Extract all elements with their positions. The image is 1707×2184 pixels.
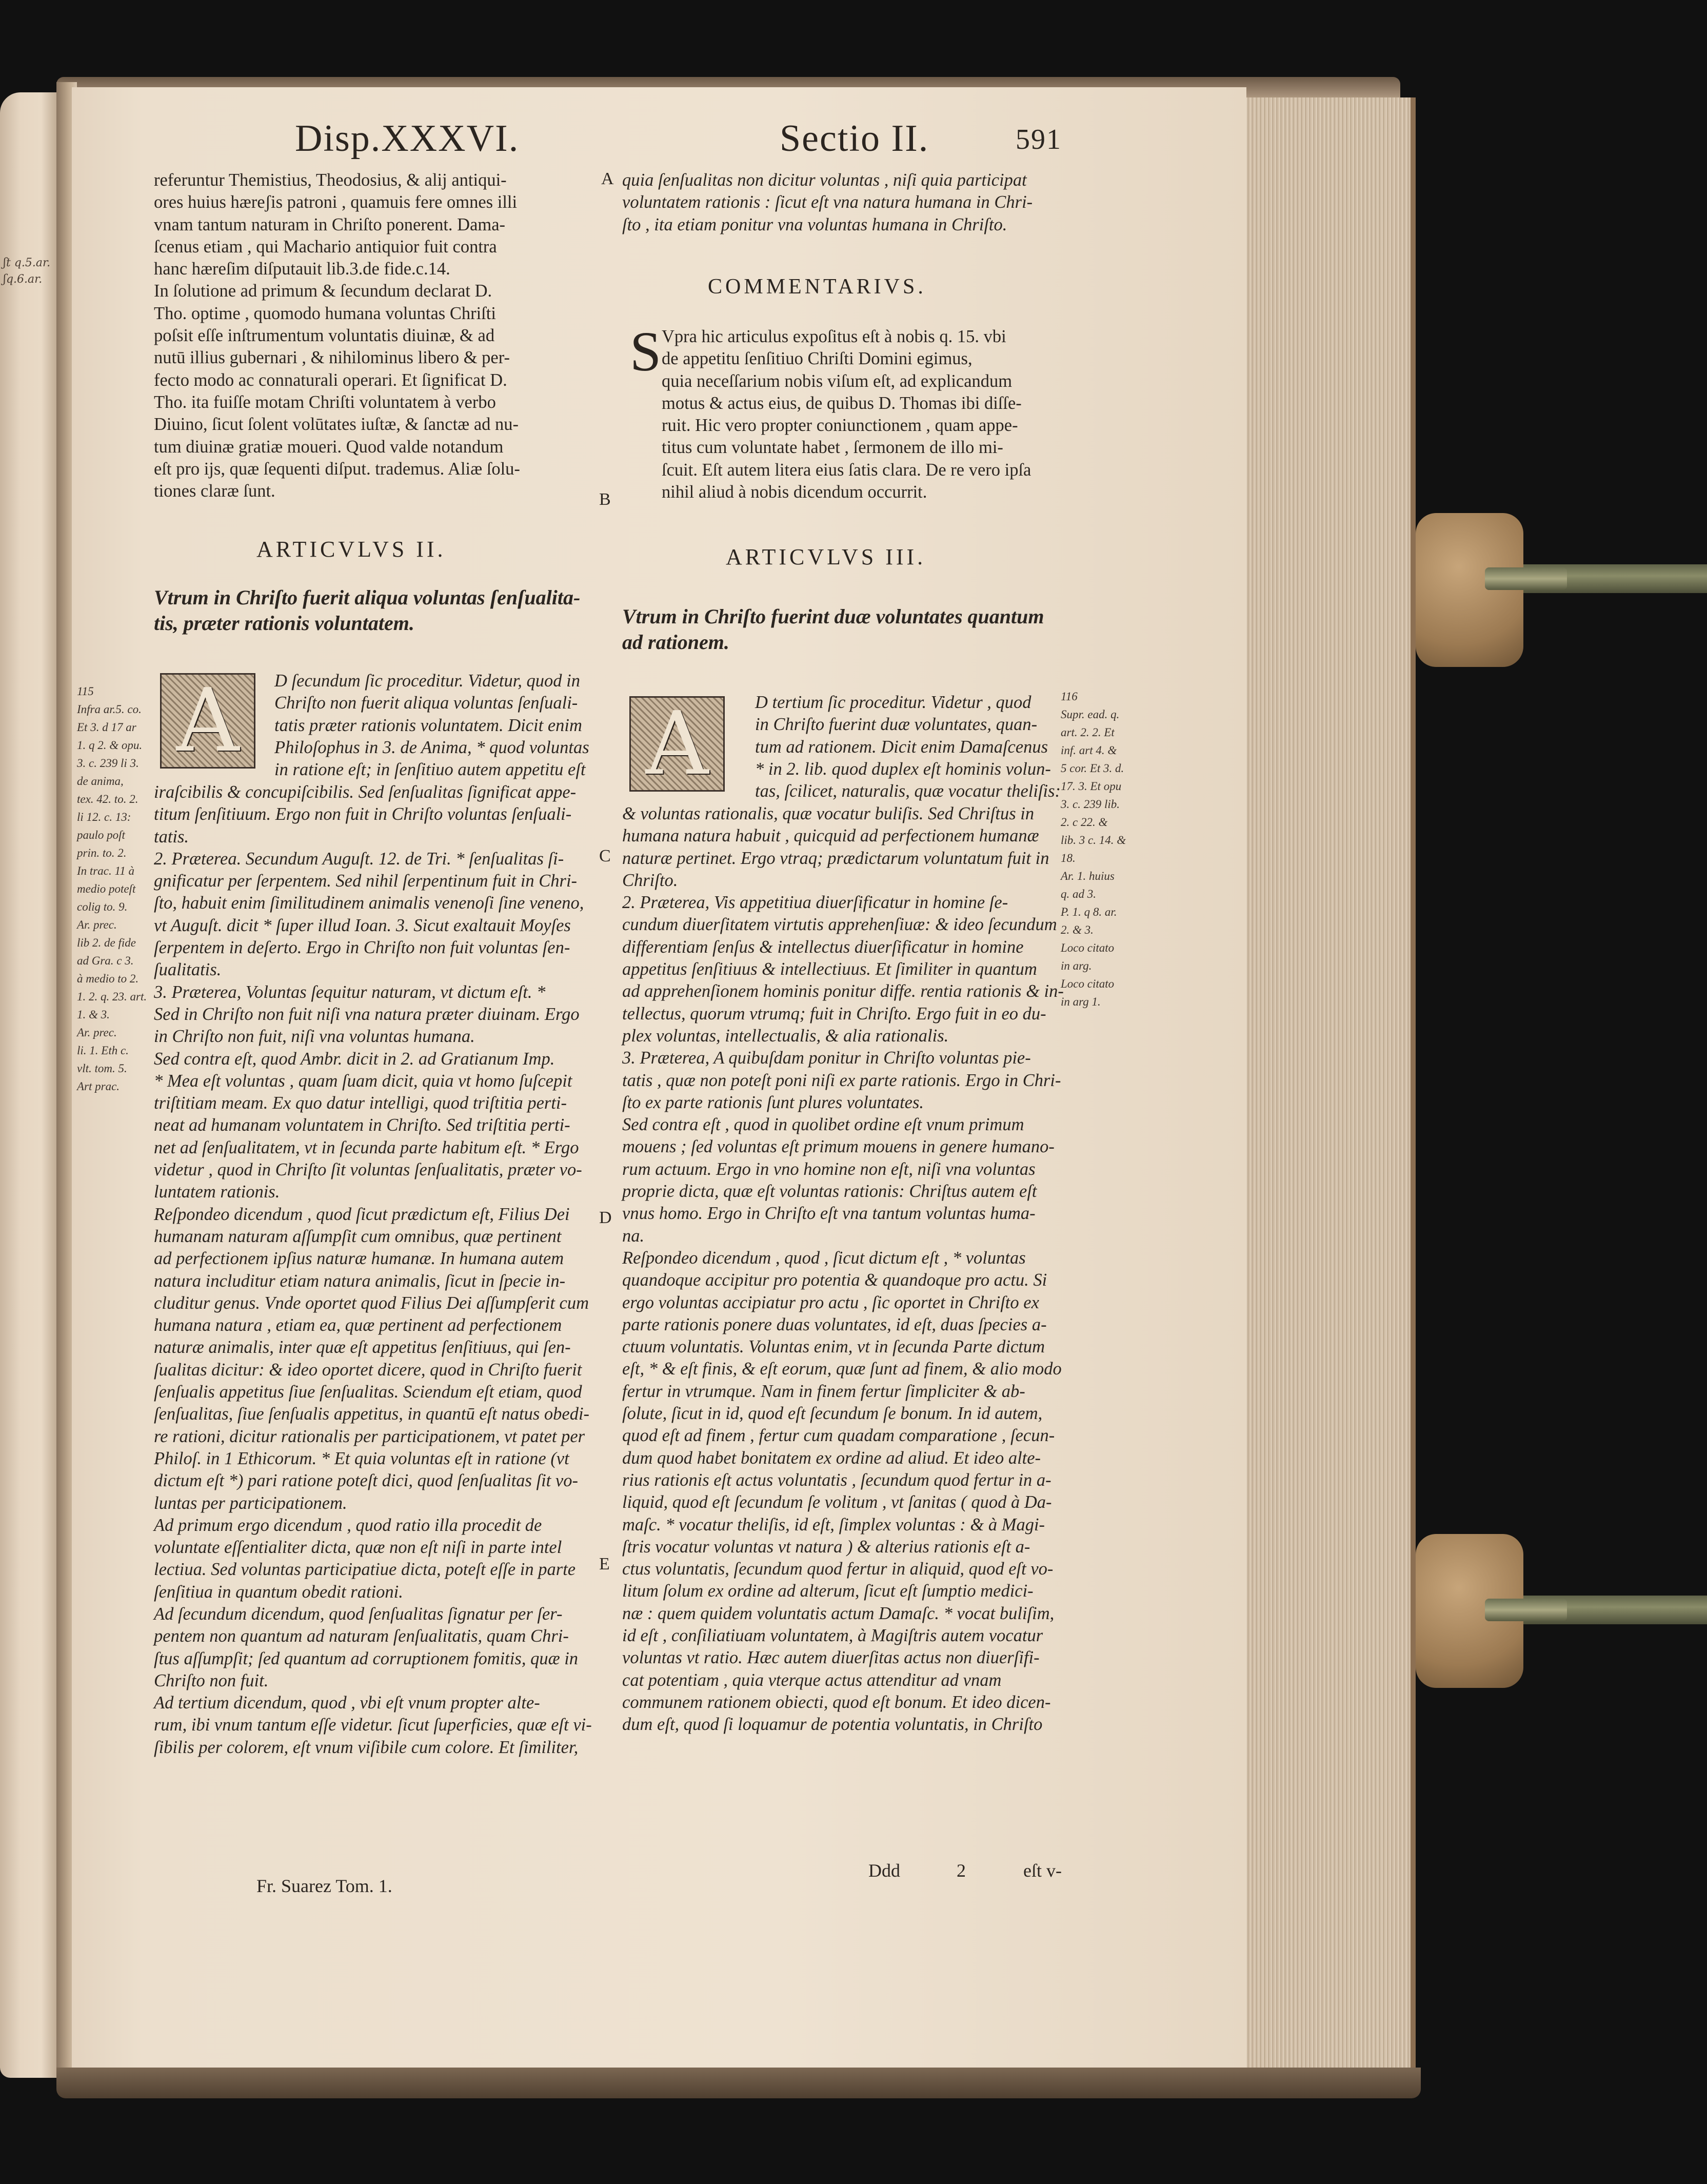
text-line: rum, ibi vnum tantum eſſe videtur. ſicut ſuperficies, quæ eſt vi- xyxy=(154,1715,592,1735)
initial-letter: A xyxy=(176,670,240,772)
initial-letter: A xyxy=(645,693,709,795)
text-line: id eſt , conſiliatiuam voluntatem, à Magiſtris autem vocatur xyxy=(622,1625,1043,1645)
text-line: vnam tantum naturam in Chriſto ponerent. Dama- xyxy=(154,214,506,234)
text-line: ruit. Hic vero propter coniunctionem , quam appe- xyxy=(662,416,1018,436)
section-letter: C xyxy=(599,847,611,865)
left-margin-notes xyxy=(77,682,147,1095)
text-line: ſto , ita etiam ponitur vna voluntas humana in Chriſto. xyxy=(622,214,1007,234)
text-line: Reſpondeo dicendum , quod ſicut prædictum eſt, Filius Dei xyxy=(154,1204,570,1224)
margin-note: inf. art 4. & xyxy=(1061,744,1117,757)
text-line: gnificatur per ſerpentem. Sed nihil ſerpentinum fuit in Chri- xyxy=(154,871,578,891)
text-line: ſibilis per colorem, eſt vnum viſibile cum colore. Et ſimiliter, xyxy=(154,1737,579,1757)
margin-note: Loco citato xyxy=(1061,977,1115,990)
text-line: ſualitas dicitur: & ideo oportet dicere, quod in Chriſto fuerit xyxy=(154,1360,582,1380)
text-line: * in 2. lib. quod duplex eſt hominis volun- xyxy=(755,759,1051,779)
text-line: liquid, quod eſt ſecundum ſe volitum , vt ſanitas ( quod à Da- xyxy=(622,1492,1052,1512)
margin-note: art. 2. 2. Et xyxy=(1061,726,1115,739)
margin-note: 1. & 3. xyxy=(77,1008,110,1021)
text-line: ſenſualis appetitus ſiue ſenſualitas. Sciendum eſt etiam, quod xyxy=(154,1382,582,1402)
margin-note: 116 xyxy=(1061,690,1078,703)
text-line: maſc. * vocatur theliſis, id eſt, ſimplex voluntas : & à Magi- xyxy=(622,1514,1045,1534)
text-line: videtur , quod in Chriſto ſit voluntas ſenſualitatis, præter vo- xyxy=(154,1160,582,1180)
text-line: na. xyxy=(622,1226,645,1246)
text-line: de appetitu ſenſitiuo Chriſti Domini egimus, xyxy=(662,349,972,369)
text-line: Chriſto non fuit. xyxy=(154,1670,269,1690)
text-line: luntatem rationis. xyxy=(154,1182,280,1202)
margin-note: P. 1. q 8. ar. xyxy=(1061,906,1117,918)
text-line: humanam naturam aſſumpſit cum omnibus, quæ pertinent xyxy=(154,1226,562,1246)
margin-note: 18. xyxy=(1061,852,1076,864)
commentary-text xyxy=(662,326,1031,503)
text-line: tatis. xyxy=(154,827,189,847)
section-letter: B xyxy=(599,490,611,509)
margin-note: 2. c 22. & xyxy=(1061,816,1108,829)
text-line: natura includitur etiam natura animalis, ſicut in ſpecie in- xyxy=(154,1271,566,1291)
text-line: næ : quem quidem voluntatis actum Damaſc. * vocat buliſim, xyxy=(622,1603,1055,1623)
text-line: humana natura , etiam ea, quæ pertinent ad perfectionem xyxy=(154,1315,562,1335)
left-column-intro xyxy=(154,169,520,502)
margin-note: 3. c. 239 li 3. xyxy=(77,757,139,770)
text-line: communem rationem obiecti, quod eſt bonum. Et ideo dicen- xyxy=(622,1692,1051,1712)
margin-note: Ar. prec. xyxy=(77,1026,117,1039)
margin-note: 1. q 2. & opu. xyxy=(77,739,143,752)
decorated-initial-a xyxy=(629,693,725,795)
prev-page-margin-note: ʃt q.5.ar. xyxy=(3,257,51,269)
text-line: Ad tertium dicendum, quod , vbi eſt vnum propter alte- xyxy=(154,1693,540,1713)
margin-note: medio poteſt xyxy=(77,882,136,895)
question-line: tis, præter rationis voluntatem. xyxy=(154,612,414,635)
decorated-initial-a xyxy=(160,670,255,772)
text-line: voluntate eſſentialiter dicta, quæ non eſt niſi in parte intel xyxy=(154,1538,562,1558)
running-head-disputation: Disp.XXXVI. xyxy=(295,117,520,160)
margin-note: Et 3. d 17 ar xyxy=(77,721,136,734)
text-line: vt Auguſt. dicit * ſuper illud Ioan. 3. Sicut exaltauit Moyſes xyxy=(154,915,571,935)
text-line: ores huius hæreʃis patroni , quamuis fere omnes illi xyxy=(154,192,518,212)
text-line: eſt pro ijs, quæ ſequenti diſput. trademus. Aliæ ſolu- xyxy=(154,459,520,479)
text-line: Sed in Chriſto non fuit niſi vna natura præter diuinam. Ergo xyxy=(154,1004,580,1024)
section-letter: A xyxy=(601,169,614,188)
text-line: triſtitiam meam. Ex quo datur intelligi, quod triſtitia perti- xyxy=(154,1093,567,1113)
text-line: plex voluntas, intellectualis, & alia rationalis. xyxy=(622,1026,949,1046)
margin-note: in arg 1. xyxy=(1061,995,1101,1008)
text-line: In ſolutione ad primum & ſecundum declarat D. xyxy=(154,281,492,301)
margin-note: 3. c. 239 lib. xyxy=(1061,798,1120,811)
text-line: quod eſt ad finem , fertur cum quadam comparatione , ſecun- xyxy=(622,1426,1055,1446)
text-line: cat potentiam , quia vterque actus attenditur ad vnam xyxy=(622,1670,1002,1690)
margin-note: Loco citato xyxy=(1061,941,1115,954)
margin-note: 1. 2. q. 23. art. xyxy=(77,990,147,1003)
article-2-opening xyxy=(274,670,589,781)
text-line: in ratione eſt; in ſenſitiuo autem appetitu eſt xyxy=(274,760,586,780)
text-line: ſto ex parte rationis ſunt plures voluntates. xyxy=(622,1092,924,1112)
text-line: proprie dicta, quæ eſt voluntas rationis: Chriſtus autem eſt xyxy=(622,1182,1037,1202)
article-3-opening xyxy=(755,692,1061,802)
article-3-title: ARTICVLVS III. xyxy=(726,544,926,569)
margin-note: Art prac. xyxy=(77,1080,120,1093)
margin-note: prin. to. 2. xyxy=(77,847,127,859)
text-line: Tho. ita fuiſſe motam Chriſti voluntatem à verbo xyxy=(154,392,496,412)
text-line: appetitus ſenſitiuus & intellectiuus. Et ſimiliter in quantum xyxy=(622,959,1037,979)
signature-number: 2 xyxy=(957,1860,966,1881)
right-column-intro xyxy=(622,169,1033,236)
signature-mark: Ddd xyxy=(868,1860,900,1881)
text-line: iraſcibilis & concupiſcibilis. Sed ſenſualitas ſignificat appe- xyxy=(154,782,577,802)
text-line: parte rationis ponere duas voluntates, id eſt, duas ſpecies a- xyxy=(622,1314,1047,1334)
commentary-dropcap: S xyxy=(630,320,662,383)
text-line: Vpra hic articulus expoſitus eſt à nobis q. 15. vbi xyxy=(662,327,1006,346)
text-line: titum ſenſitiuum. Ergo non fuit in Chriſto voluntas ſenſuali- xyxy=(154,804,572,824)
margin-note: Infra ar.5. co. xyxy=(77,703,142,716)
text-line: mouens ; ſed voluntas eſt primum mouens in genere humano- xyxy=(622,1137,1055,1157)
text-line: ſualitatis. xyxy=(154,960,222,980)
margin-note: vlt. tom. 5. xyxy=(77,1062,127,1075)
margin-note: Ar. 1. huius xyxy=(1061,870,1115,882)
text-line: Reſpondeo dicendum , quod , ſicut dictum eſt , * voluntas xyxy=(622,1248,1026,1268)
text-line: cundum diuerſitatem virtutis apprehenſiuæ: & ideo ſecundum xyxy=(622,915,1057,935)
text-line: ctuum voluntatis. Voluntas enim, vt in ſecunda Parte dictum xyxy=(622,1337,1045,1357)
text-line: Ad primum ergo dicendum , quod ratio illa procedit de xyxy=(154,1515,542,1535)
text-line: lectiua. Sed voluntas participatiue dicta, poteſt eſſe in parte xyxy=(154,1560,576,1580)
text-line: in Chriſto non fuit, niſi vna voluntas humana. xyxy=(154,1027,475,1047)
text-line: Philoſ. in 1 Ethicorum. * Et quia voluntas eſt in ratione (vt xyxy=(154,1448,569,1468)
text-line: voluntas vt ratio. Hæc autem diuerſitas actus non diuerſifi- xyxy=(622,1648,1040,1668)
margin-note: lib 2. de fide xyxy=(77,936,136,949)
margin-note: 2. & 3. xyxy=(1061,923,1094,936)
text-line: nihil aliud à nobis dicendum occurrit. xyxy=(662,482,927,502)
text-line: ſolute, ſicut in id, quod eſt ſecundum ſe bonum. In id autem, xyxy=(622,1404,1043,1424)
catchword: eſt v- xyxy=(1023,1860,1062,1881)
text-line: hanc hæreſim diſputauit lib.3.de fide.c.14. xyxy=(154,259,450,279)
text-line: ſto, habuit enim ſimilitudinem animalis venenoſi ſine veneno, xyxy=(154,893,584,913)
margin-note: lib. 3 c. 14. & xyxy=(1061,834,1126,847)
text-line: ſenſitiua in quantum obedit rationi. xyxy=(154,1582,403,1602)
text-line: dum eſt, quod ſi loquamur de potentia voluntatis, in Chriſto xyxy=(622,1715,1043,1735)
text-line: naturæ animalis, inter quæ eſt appetitus ſenſitiuus, qui ſen- xyxy=(154,1337,571,1357)
margin-note: 17. 3. Et opu xyxy=(1061,780,1122,793)
text-line: referuntur Themistius, Theodosius, & alij antiqui- xyxy=(154,170,507,190)
text-line: 2. Præterea. Secundum Auguſt. 12. de Tri. * ſenſualitas ſi- xyxy=(154,849,564,869)
previous-page-edge xyxy=(0,92,59,2078)
text-line: quia ſenſualitas non dicitur voluntas , niſi quia participat xyxy=(622,170,1027,190)
commentary-title: COMMENTARIVS. xyxy=(708,275,926,299)
text-line: eſt, * & eſt finis, & eſt eorum, quæ ſunt ad finem, & alio modo xyxy=(622,1359,1062,1379)
text-line: 3. Præterea, A quibuſdam ponitur in Chriſto voluntas pie- xyxy=(622,1048,1031,1068)
text-line: ſenſualitas, ſiue ſenſualis appetitus, in quantū eſt natus obedi- xyxy=(154,1404,590,1424)
text-line: ctus voluntatis, ſecundum quod fertur in aliquid, quod eſt vo- xyxy=(622,1559,1054,1579)
text-line: rum actuum. Ergo in vno homine non eſt, niſi vna voluntas xyxy=(622,1159,1036,1179)
text-line: differentiam ſenſus & intellectus diuerſificatur in homine xyxy=(622,937,1024,957)
margin-note: 115 xyxy=(77,685,94,698)
text-line: dictum eſt *) pari ratione poteſt dici, quod ſenſualitas ſit vo- xyxy=(154,1471,578,1491)
margin-note: Ar. prec. xyxy=(77,918,117,931)
text-line: tum ad rationem. Dicit enim Damaſcenus xyxy=(755,737,1048,757)
text-line: D ſecundum ſic proceditur. Videtur, quod in xyxy=(274,671,581,691)
text-line: ſtris vocatur voluntas vt natura ) & alterius rationis eſt a- xyxy=(622,1537,1030,1557)
article-2-title: ARTICVLVS II. xyxy=(256,537,446,562)
text-line: ſerpentem in deſerto. Ergo in Chriſto non fuit voluntas ſen- xyxy=(154,938,570,958)
article-2-question xyxy=(154,585,580,636)
text-line: naturæ pertinet. Ergo vtraq; prædictarum voluntatum fuit in xyxy=(622,848,1049,868)
text-line: tatis præter rationis voluntatem. Dicit enim xyxy=(274,715,582,735)
text-line: tiones claræ ſunt. xyxy=(154,481,275,501)
text-line: humana natura habuit , quicquid ad perfectionem humanæ xyxy=(622,826,1039,846)
text-line: quandoque accipitur pro potentia & quandoque pro actu. Si xyxy=(622,1270,1047,1290)
page-block-edge xyxy=(1241,97,1416,2088)
text-line: rius rationis eſt actus voluntatis , ſecundum quod fertur in a- xyxy=(622,1470,1051,1490)
text-line: ad apprehenſionem hominis ponitur diffe. rentia rationis & in- xyxy=(622,981,1064,1001)
page-number: 591 xyxy=(1016,124,1062,155)
question-line: Vtrum in Chriſto fuerit aliqua voluntas ſenſualita- xyxy=(154,586,581,609)
running-head-section: Sectio II. xyxy=(780,117,929,160)
text-line: luntas per participationem. xyxy=(154,1493,347,1513)
clasp-upper xyxy=(1416,513,1523,667)
text-line: D tertium ſic proceditur. Videtur , quod xyxy=(755,693,1031,712)
margin-note: li. 1. Eth c. xyxy=(77,1044,129,1057)
margin-note: paulo poſt xyxy=(77,829,125,841)
margin-note: à medio to 2. xyxy=(77,972,139,985)
clasp-pin-upper xyxy=(1485,567,1567,590)
text-line: fecto modo ac connaturali operari. Et ſignificat D. xyxy=(154,370,507,390)
text-line: Ad ſecundum dicendum, quod ſenſualitas ſignatur per ſer- xyxy=(154,1604,563,1624)
margin-note: in arg. xyxy=(1061,959,1092,972)
right-margin-notes xyxy=(1061,687,1126,1011)
section-letter: D xyxy=(599,1208,612,1227)
text-line: fertur in vtrumque. Nam in finem fertur ſimpliciter & ab- xyxy=(622,1381,1025,1401)
question-line: Vtrum in Chriſto fuerint duæ voluntates quantum xyxy=(622,605,1044,628)
margin-note: tex. 42. to. 2. xyxy=(77,793,138,805)
text-line: litum ſolum ex ordine ad alterum, ſicut eſt ſumptio medici- xyxy=(622,1581,1034,1601)
text-line: ergo voluntas accipiatur pro actu , ſic oportet in Chriſto ex xyxy=(622,1292,1039,1312)
text-line: titus cum voluntate habet , ſermonem de illo mi- xyxy=(662,438,1003,458)
text-line: ad perfectionem ipſius naturæ humanæ. In humana autem xyxy=(154,1249,564,1269)
margin-note: ad Gra. c 3. xyxy=(77,954,134,967)
text-line: cluditur genus. Vnde oportet quod Filius Dei aſſumpſerit cum xyxy=(154,1293,589,1313)
text-line: tatis , quæ non poteſt poni niſi ex parte rationis. Ergo in Chri- xyxy=(622,1070,1061,1090)
text-line: nutū illius gubernari , & nihilominus libero & per- xyxy=(154,348,510,368)
text-line: poſsit eſſe inſtrumentum voluntatis diuinæ, & ad xyxy=(154,326,495,346)
book-bottom-cover xyxy=(56,2068,1421,2098)
margin-note: In trac. 11 à xyxy=(77,864,135,877)
text-line: 3. Præterea, Voluntas ſequitur naturam, vt dictum eſt. * xyxy=(154,982,546,1002)
text-line: tum diuinæ gratiæ moueri. Quod valde notandum xyxy=(154,437,504,457)
text-line: quia neceſſarium nobis viſum eſt, ad explicandum xyxy=(662,371,1013,391)
margin-note: Supr. ead. q. xyxy=(1061,708,1120,721)
text-line: Chriſto. xyxy=(622,870,678,890)
text-line: net ad ſenſualitatem, vt in ſecunda parte habitum eſt. * Ergo xyxy=(154,1137,579,1157)
text-line: motus & actus eius, de quibus D. Thomas ibi diſſe- xyxy=(662,393,1022,413)
text-line: dum quod habet bonitatem ex ordine ad aliud. Et ideo alte- xyxy=(622,1448,1041,1468)
article-3-text xyxy=(622,803,1064,1736)
text-line: Tho. optime , quomodo humana voluntas Chriſti xyxy=(154,303,496,323)
text-line: Chriſto non fuerit aliqua voluntas ſenſuali- xyxy=(274,693,578,713)
margin-note: 5 cor. Et 3. d. xyxy=(1061,762,1124,775)
text-line: 2. Præterea, Vis appetitiua diuerſificatur in homine ſe- xyxy=(622,893,1008,913)
text-line: ſcuit. Eſt autem litera eius ſatis clara. De re vero ipſa xyxy=(662,460,1031,480)
text-line: Diuino, ſicut ſolent volūtates iuſtæ, & ſanctæ ad nu- xyxy=(154,415,519,435)
text-line: voluntatem rationis : ſicut eſt vna natura humana in Chri- xyxy=(622,192,1033,212)
text-line: tas, ſcilicet, naturalis, quæ vocatur theliſis: xyxy=(755,781,1061,801)
text-line: re rationi, dicitur rationalis per participationem, vt patet per xyxy=(154,1426,585,1446)
text-line: vnus homo. Ergo in Chriſto eſt vna tantum voluntas huma- xyxy=(622,1204,1036,1224)
margin-note: q. ad 3. xyxy=(1061,888,1096,900)
text-line: in Chriſto fuerint duæ voluntates, quan- xyxy=(755,715,1038,735)
margin-note: de anima, xyxy=(77,775,124,788)
article-2-text xyxy=(154,781,592,1759)
section-letter: E xyxy=(599,1555,610,1573)
footer-author: Fr. Suarez Tom. 1. xyxy=(256,1876,392,1896)
question-line: ad rationem. xyxy=(622,631,729,654)
text-line: * Mea eſt voluntas , quam ſuam dicit, quia vt homo ſuſcepit xyxy=(154,1071,572,1091)
text-line: ſtus aſſumpſit; ſed quantum ad corruptionem fomitis, quæ in xyxy=(154,1648,579,1668)
prev-page-margin-note: ʃq.6.ar. xyxy=(3,273,43,286)
text-line: ſcenus etiam , qui Machario antiquior fuit contra xyxy=(154,237,497,257)
text-line: Sed contra eſt , quod in quolibet ordine eſt vnum primum xyxy=(622,1115,1024,1135)
clasp-pin-lower xyxy=(1485,1599,1567,1621)
text-line: & voluntas rationalis, quæ vocatur buliſis. Sed Chriſtus in xyxy=(622,804,1035,823)
text-line: neat ad humanam voluntatem in Chriſto. Sed triſtitia perti- xyxy=(154,1115,570,1135)
margin-note: colig to. 9. xyxy=(77,900,128,913)
text-line: pentem non quantum ad naturam ſenſualitatis, quam Chri- xyxy=(154,1626,569,1646)
text-line: Philoſophus in 3. de Anima, * quod voluntas xyxy=(274,737,589,757)
margin-note: li 12. c. 13: xyxy=(77,811,131,823)
article-3-question xyxy=(622,604,1044,655)
text-line: Sed contra eſt, quod Ambr. dicit in 2. ad Gratianum Imp. xyxy=(154,1049,555,1069)
text-line: tellectus, quorum vtrumq; fuit in Chriſto. Ergo fuit in eo du- xyxy=(622,1004,1046,1024)
